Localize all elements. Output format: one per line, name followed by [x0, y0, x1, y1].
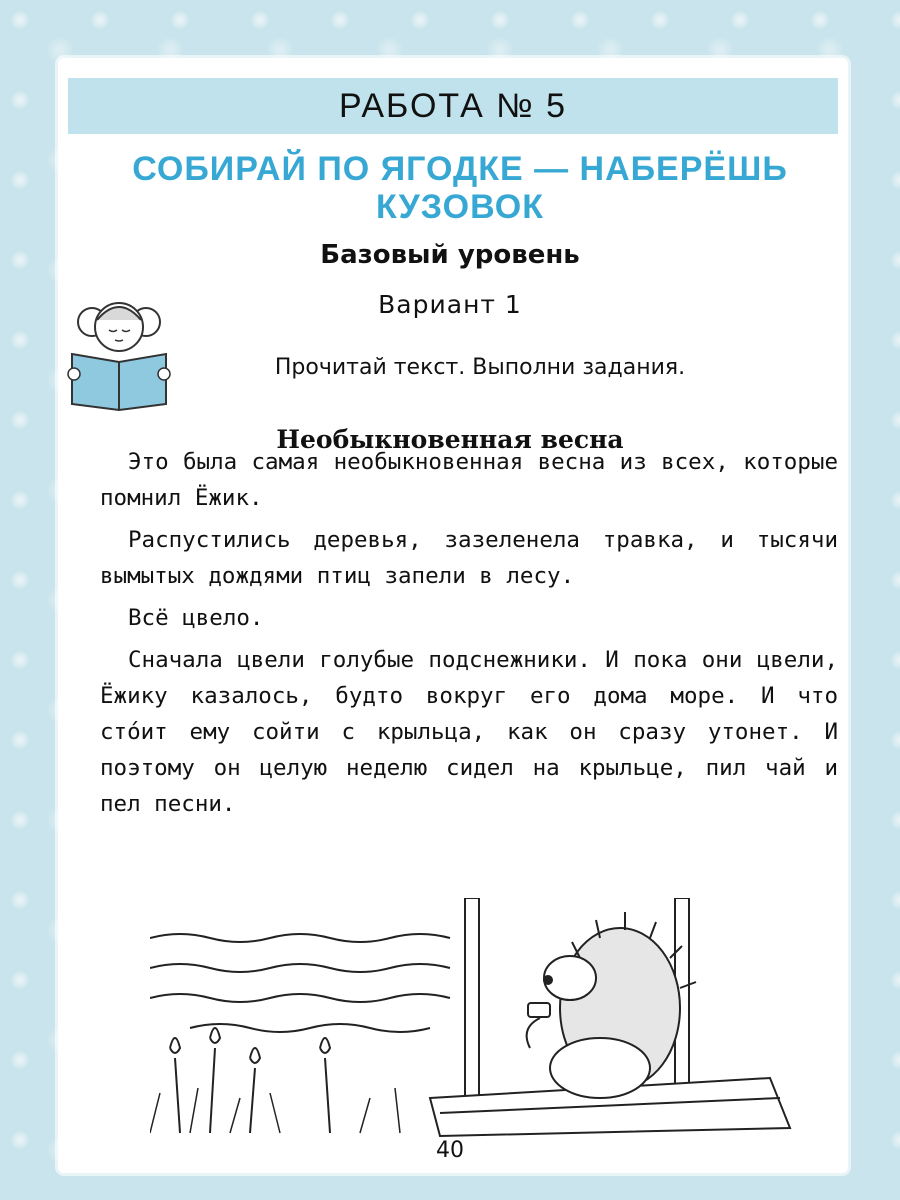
story-paragraph: Это была самая необыкновенная весна из всех, которые помнил Ёжик.: [100, 449, 838, 511]
hedgehog-on-porch-illustration: [150, 898, 840, 1138]
variant-heading: Вариант 1: [378, 290, 522, 319]
story-title: Необыкновенная весна: [276, 425, 624, 454]
work-title: РАБОТА № 5: [338, 86, 568, 125]
topic-title-line-1: СОБИРАЙ ПО ЯГОДКЕ — НАБЕРЁШЬ: [132, 150, 788, 188]
story-paragraph: Распустились деревья, зазеленела травка, и тысячи вымытых дождями птиц запели в лесу.: [100, 527, 838, 589]
page-number: 40: [436, 1138, 464, 1163]
topic-title: [100, 150, 820, 226]
story-text: [100, 444, 838, 828]
header-band: [68, 78, 838, 134]
story-paragraph: Всё цвело.: [128, 605, 264, 631]
topic-title-line-2: КУЗОВОК: [376, 188, 544, 226]
story-paragraph: Сначала цвели голубые подснежники. И пока они цвели, Ёжику казалось, будто вокруг его дома море. И что стóит ему сойти с крыльца, как он сразу утонет. И поэтому он целую неделю сидел на крыльце, пил чай и пел песни.: [100, 647, 838, 817]
task-instruction: Прочитай текст. Выполни задания.: [274, 355, 686, 380]
girl-reading-book-icon: [64, 282, 174, 412]
level-heading: Базовый уровень: [320, 240, 580, 270]
